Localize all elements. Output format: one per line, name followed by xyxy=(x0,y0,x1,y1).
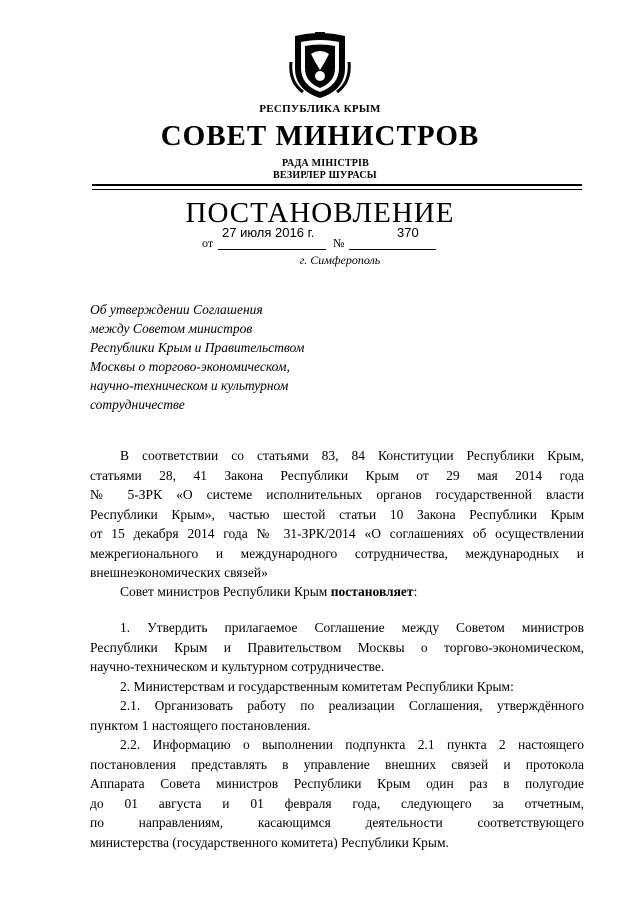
item-line: пунктом 1 настоящего постановления. xyxy=(90,717,311,733)
resolves-suffix: : xyxy=(413,584,418,599)
preamble-line: В соответствии со статьями 83, 84 Конституции Республики Крым, xyxy=(120,448,584,463)
subject-line: между Советом министров xyxy=(90,321,253,336)
decree-date: 27 июля 2016 г. xyxy=(222,225,315,240)
subject-line: Об утверждении Соглашения xyxy=(90,302,263,317)
resolves-clause xyxy=(90,582,614,602)
decree-number: 370 xyxy=(397,225,419,240)
decree-subject xyxy=(90,300,360,414)
subject-line: Москвы о торгово-экономическом, xyxy=(90,359,290,374)
item-line: научно-техническом и культурном сотрудничестве. xyxy=(90,659,385,674)
preamble-line: от 15 декабря 2014 года № 31-ЗРК/2014 «О соглашениях об осуществлении xyxy=(90,526,584,541)
document-type-title: ПОСТАНОВЛЕНИЕ xyxy=(185,197,455,229)
subject-line: сотрудничестве xyxy=(90,397,185,412)
header-divider-thin xyxy=(92,189,582,190)
resolves-verb: постановляет xyxy=(330,584,414,599)
item-line: по направлениям, касающимся деятельности соответствующего xyxy=(90,815,584,830)
council-name-crimean-tatar: ВЕЗИРЛЕР ШУРАСЫ xyxy=(273,170,377,181)
number-underline xyxy=(349,249,436,250)
subject-line: научно-техническом и культурном xyxy=(90,378,289,393)
preamble-line: Республики Крым», частью шестой статьи 10 Закона Республики Крым xyxy=(90,506,584,522)
item-line: Аппарата Совета министров Республики Крым один раз в полугодие xyxy=(90,776,584,791)
item-line: до 01 августа и 01 февраля года, следующего за отчетным, xyxy=(90,795,584,811)
coat-of-arms-emblem xyxy=(289,32,351,100)
item-line: постановления представлять в управление внешних связей и протокола xyxy=(90,756,584,772)
council-name: СОВЕТ МИНИСТРОВ xyxy=(160,120,480,152)
item-line: 2.1. Организовать работу по реализации Соглашения, утверждённого xyxy=(120,698,584,713)
item-line: 2.2. Информацию о выполнении подпункта 2.1 пункта 2 настоящего xyxy=(120,737,584,752)
date-label: от xyxy=(202,236,214,250)
preamble-line: № 5-ЗРК «О системе исполнительных органов государственной власти xyxy=(90,487,584,502)
item-line: 1. Утвердить прилагаемое Соглашение между Советом министров xyxy=(120,620,584,635)
resolves-prefix: Совет министров Республики Крым xyxy=(120,584,331,599)
preamble-line: статьями 28, 41 Закона Республики Крым от 29 мая 2014 года xyxy=(90,467,584,483)
republic-name: РЕСПУБЛИКА КРЫМ xyxy=(259,103,381,115)
decree-items xyxy=(90,618,584,852)
header-divider-thick xyxy=(92,184,582,186)
number-label: № xyxy=(333,236,345,250)
city-name: г. Симферополь xyxy=(299,253,381,267)
item-line: министерства (государственного комитета) Республики Крым. xyxy=(90,834,449,850)
preamble-paragraph xyxy=(90,446,584,583)
preamble-line: межрегионального и международного сотрудничества, международных и xyxy=(90,545,584,561)
subject-line: Республики Крым и Правительством xyxy=(90,340,305,355)
preamble-line: внешнеэкономических связей» xyxy=(90,565,268,580)
council-name-ukrainian: РАДА МІНІСТРІВ xyxy=(282,158,370,169)
date-underline xyxy=(218,249,326,250)
item-line: 2. Министерствам и государственным комитетам Республики Крым: xyxy=(120,678,514,694)
item-line: Республики Крым и Правительством Москвы о торгово-экономическом, xyxy=(90,639,584,655)
